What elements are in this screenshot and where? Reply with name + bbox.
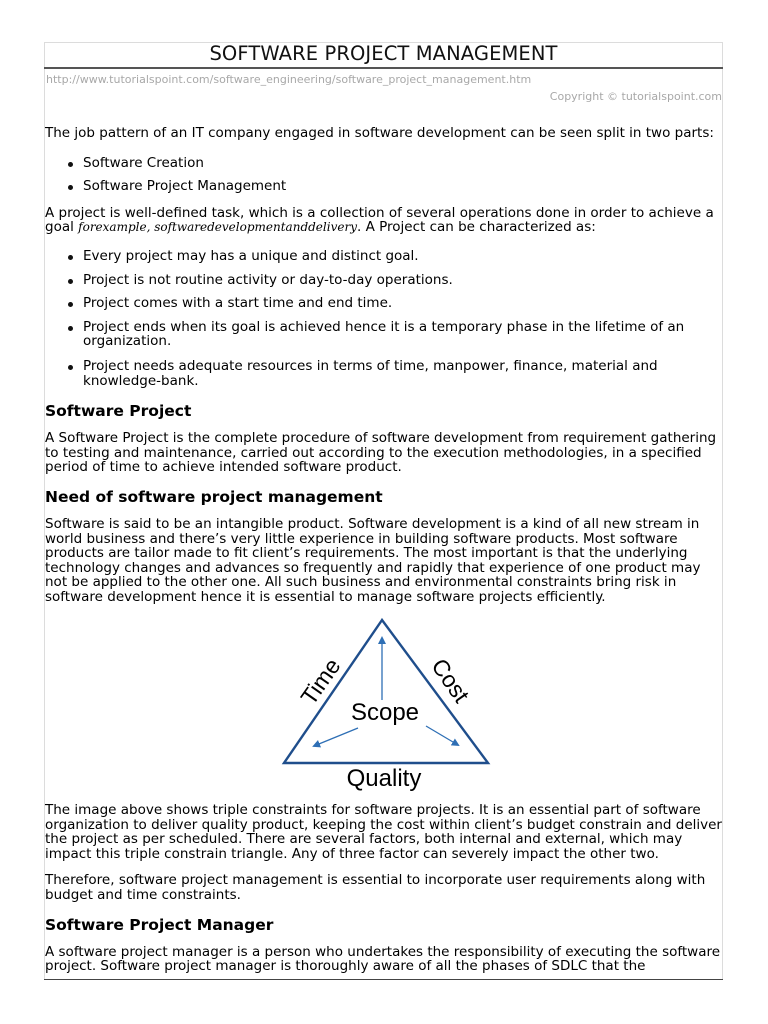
need-paragraph: Software is said to be an intangible product. Software development is a kind of all new stream in world business and there’s very little experience in building software products. Most software products are tailor made to fit client’s requirements. The most important is that the underlying technology changes and advances so frequently and rapidly that experience of one product may not be applied to the other one. All such business and environmental constraints bring risk in software development hence it is essential to manage software projects efficiently.	[45, 515, 701, 605]
diagram-explanation-paragraph: The image above shows triple constraints for software projects. It is an essential part of software organization to deliver quality product, keeping the cost within client’s budget constrain and deliver the project as per scheduled. There are several factors, both internal and external, which may impact this triple constrain triangle. Any of three factor can severely impact the other two.	[45, 802, 722, 862]
cost-label: Cost	[426, 653, 475, 708]
source-url[interactable]: http://www.tutorialspoint.com/software_engineering/software_project_management.htm	[46, 73, 532, 86]
list-item-text: Software Creation	[83, 154, 204, 171]
list-item-text: Project ends when its goal is achieved hence it is a temporary phase in the lifetime of an organization.	[83, 318, 685, 350]
bullet-icon	[68, 302, 73, 307]
list-item	[45, 249, 723, 264]
bullet-icon	[68, 185, 73, 190]
list-item	[45, 156, 723, 171]
list-item-text: Software Project Management	[83, 178, 287, 195]
section-heading-software-project: Software Project	[45, 402, 192, 421]
definition-text-end: . A Project can be characterized as:	[356, 219, 596, 236]
time-label: Time	[295, 653, 346, 710]
manager-paragraph: A software project manager is a person who undertakes the responsibility of executing the software project. Software project manager is thoroughly aware of all the phases of SDLC that the	[45, 943, 721, 975]
project-definition-paragraph	[45, 206, 723, 235]
section-heading-need: Need of software project management	[45, 487, 383, 506]
list-item	[45, 359, 723, 388]
document-body-continued	[45, 803, 723, 974]
bullet-icon	[68, 326, 73, 331]
triple-constraint-diagram	[276, 612, 494, 794]
section-heading-manager: Software Project Manager	[45, 915, 274, 934]
bullet-icon	[68, 279, 73, 284]
bottom-divider	[44, 979, 723, 980]
intro-paragraph: The job pattern of an IT company engaged in software development can be seen split in two parts:	[45, 125, 714, 141]
document-body	[45, 126, 723, 604]
conclusion-paragraph: Therefore, software project management is essential to incorporate user requirements along with budget and time constraints.	[45, 872, 706, 903]
software-project-paragraph: A Software Project is the complete procedure of software development from requirement gathering to testing and maintenance, carried out according to the execution methodologies, in a specified period of time to achieve intended software product.	[45, 430, 717, 476]
definition-text: A project is well-defined task, which is a collection of several operations done in order to achieve a goal	[45, 204, 714, 236]
definition-example: forexample, softwaredevelopmentanddelivery	[78, 220, 357, 235]
arrow-left	[314, 728, 358, 746]
bullet-icon	[68, 365, 73, 370]
list-item-text: Project is not routine activity or day-to-day operations.	[83, 271, 453, 288]
bullet-icon	[68, 162, 73, 167]
list-item-text: Project needs adequate resources in terms of time, manpower, finance, material and knowledge-bank.	[83, 357, 658, 389]
page-title: SOFTWARE PROJECT MANAGEMENT	[44, 42, 723, 69]
list-item-text: Project comes with a start time and end time.	[83, 295, 393, 312]
list-item	[45, 179, 723, 194]
characteristics-list	[45, 249, 723, 388]
list-item	[45, 296, 723, 311]
parts-list	[45, 156, 723, 194]
scope-label: Scope	[350, 699, 420, 726]
quality-label: Quality	[346, 765, 422, 792]
copyright-notice: Copyright © tutorialspoint.com	[549, 90, 722, 103]
list-item	[45, 273, 723, 288]
list-item-text: Every project may has a unique and distinct goal.	[83, 247, 419, 264]
list-item	[45, 320, 723, 349]
bullet-icon	[68, 255, 73, 260]
arrow-right	[426, 726, 458, 745]
